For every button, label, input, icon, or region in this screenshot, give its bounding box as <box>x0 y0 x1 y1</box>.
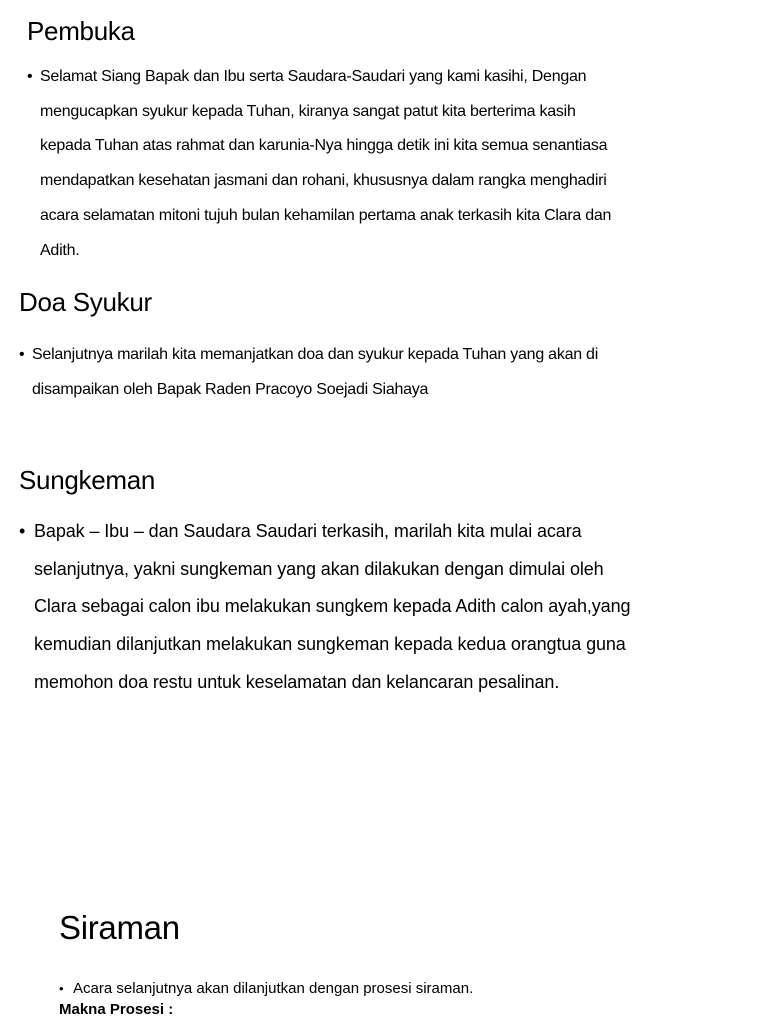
bullet-item-pembuka <box>27 60 707 268</box>
section-heading-doa-syukur: Doa Syukur <box>19 287 152 317</box>
section-heading-pembuka: Pembuka <box>27 16 135 46</box>
bullet-item-doa-syukur <box>19 338 709 407</box>
bullet-icon: • <box>27 68 33 85</box>
bullet-icon: • <box>19 521 26 541</box>
bullet-text-doa-syukur: Selanjutnya marilah kita memanjatkan doa dan syukur kepada Tuhan yang akan di disampaikan oleh Bapak Raden Pracoyo Soejadi Siahaya <box>32 346 599 398</box>
bullet-icon: • <box>19 346 25 363</box>
makna-prosesi-label: Makna Prosesi : <box>59 1001 174 1018</box>
section-heading-sungkeman: Sungkeman <box>19 465 156 495</box>
bullet-text-siraman: Acara selanjutnya akan dilanjutkan dengan prosesi siraman. <box>73 980 474 997</box>
bullet-text-sungkeman: Bapak – Ibu – dan Saudara Saudari terkasih, marilah kita mulai acara selanjutnya, yakni sungkeman yang akan dilakukan dengan dimulai oleh Clara sebagai calon ibu melakukan sungkem kepada Adith calon ayah,yang kemudian dilanjutkan melakukan sungkeman kepada kedua orangtua guna memohon doa restu untuk keselamatan dan kelancaran pesalinan. <box>34 521 631 692</box>
bullet-icon: • <box>59 981 64 996</box>
bullet-text-pembuka: Selamat Siang Bapak dan Ibu serta Saudara-Saudari yang kami kasihi, Dengan mengucapkan syukur kepada Tuhan, kiranya sangat patut kita berterima kasih kepada Tuhan atas rahmat dan karunia-Nya hingga detik ini kita semua senantiasa mendapatkan kesehatan jasmani dan rohani, khususnya dalam rangka menghadiri acara selamatan mitoni tujuh bulan kehamilan pertama anak terkasih kita Clara dan Adith. <box>40 68 612 259</box>
section-heading-siraman: Siraman <box>59 909 180 946</box>
bullet-item-sungkeman <box>19 513 719 702</box>
bullet-item-siraman <box>59 978 659 1000</box>
